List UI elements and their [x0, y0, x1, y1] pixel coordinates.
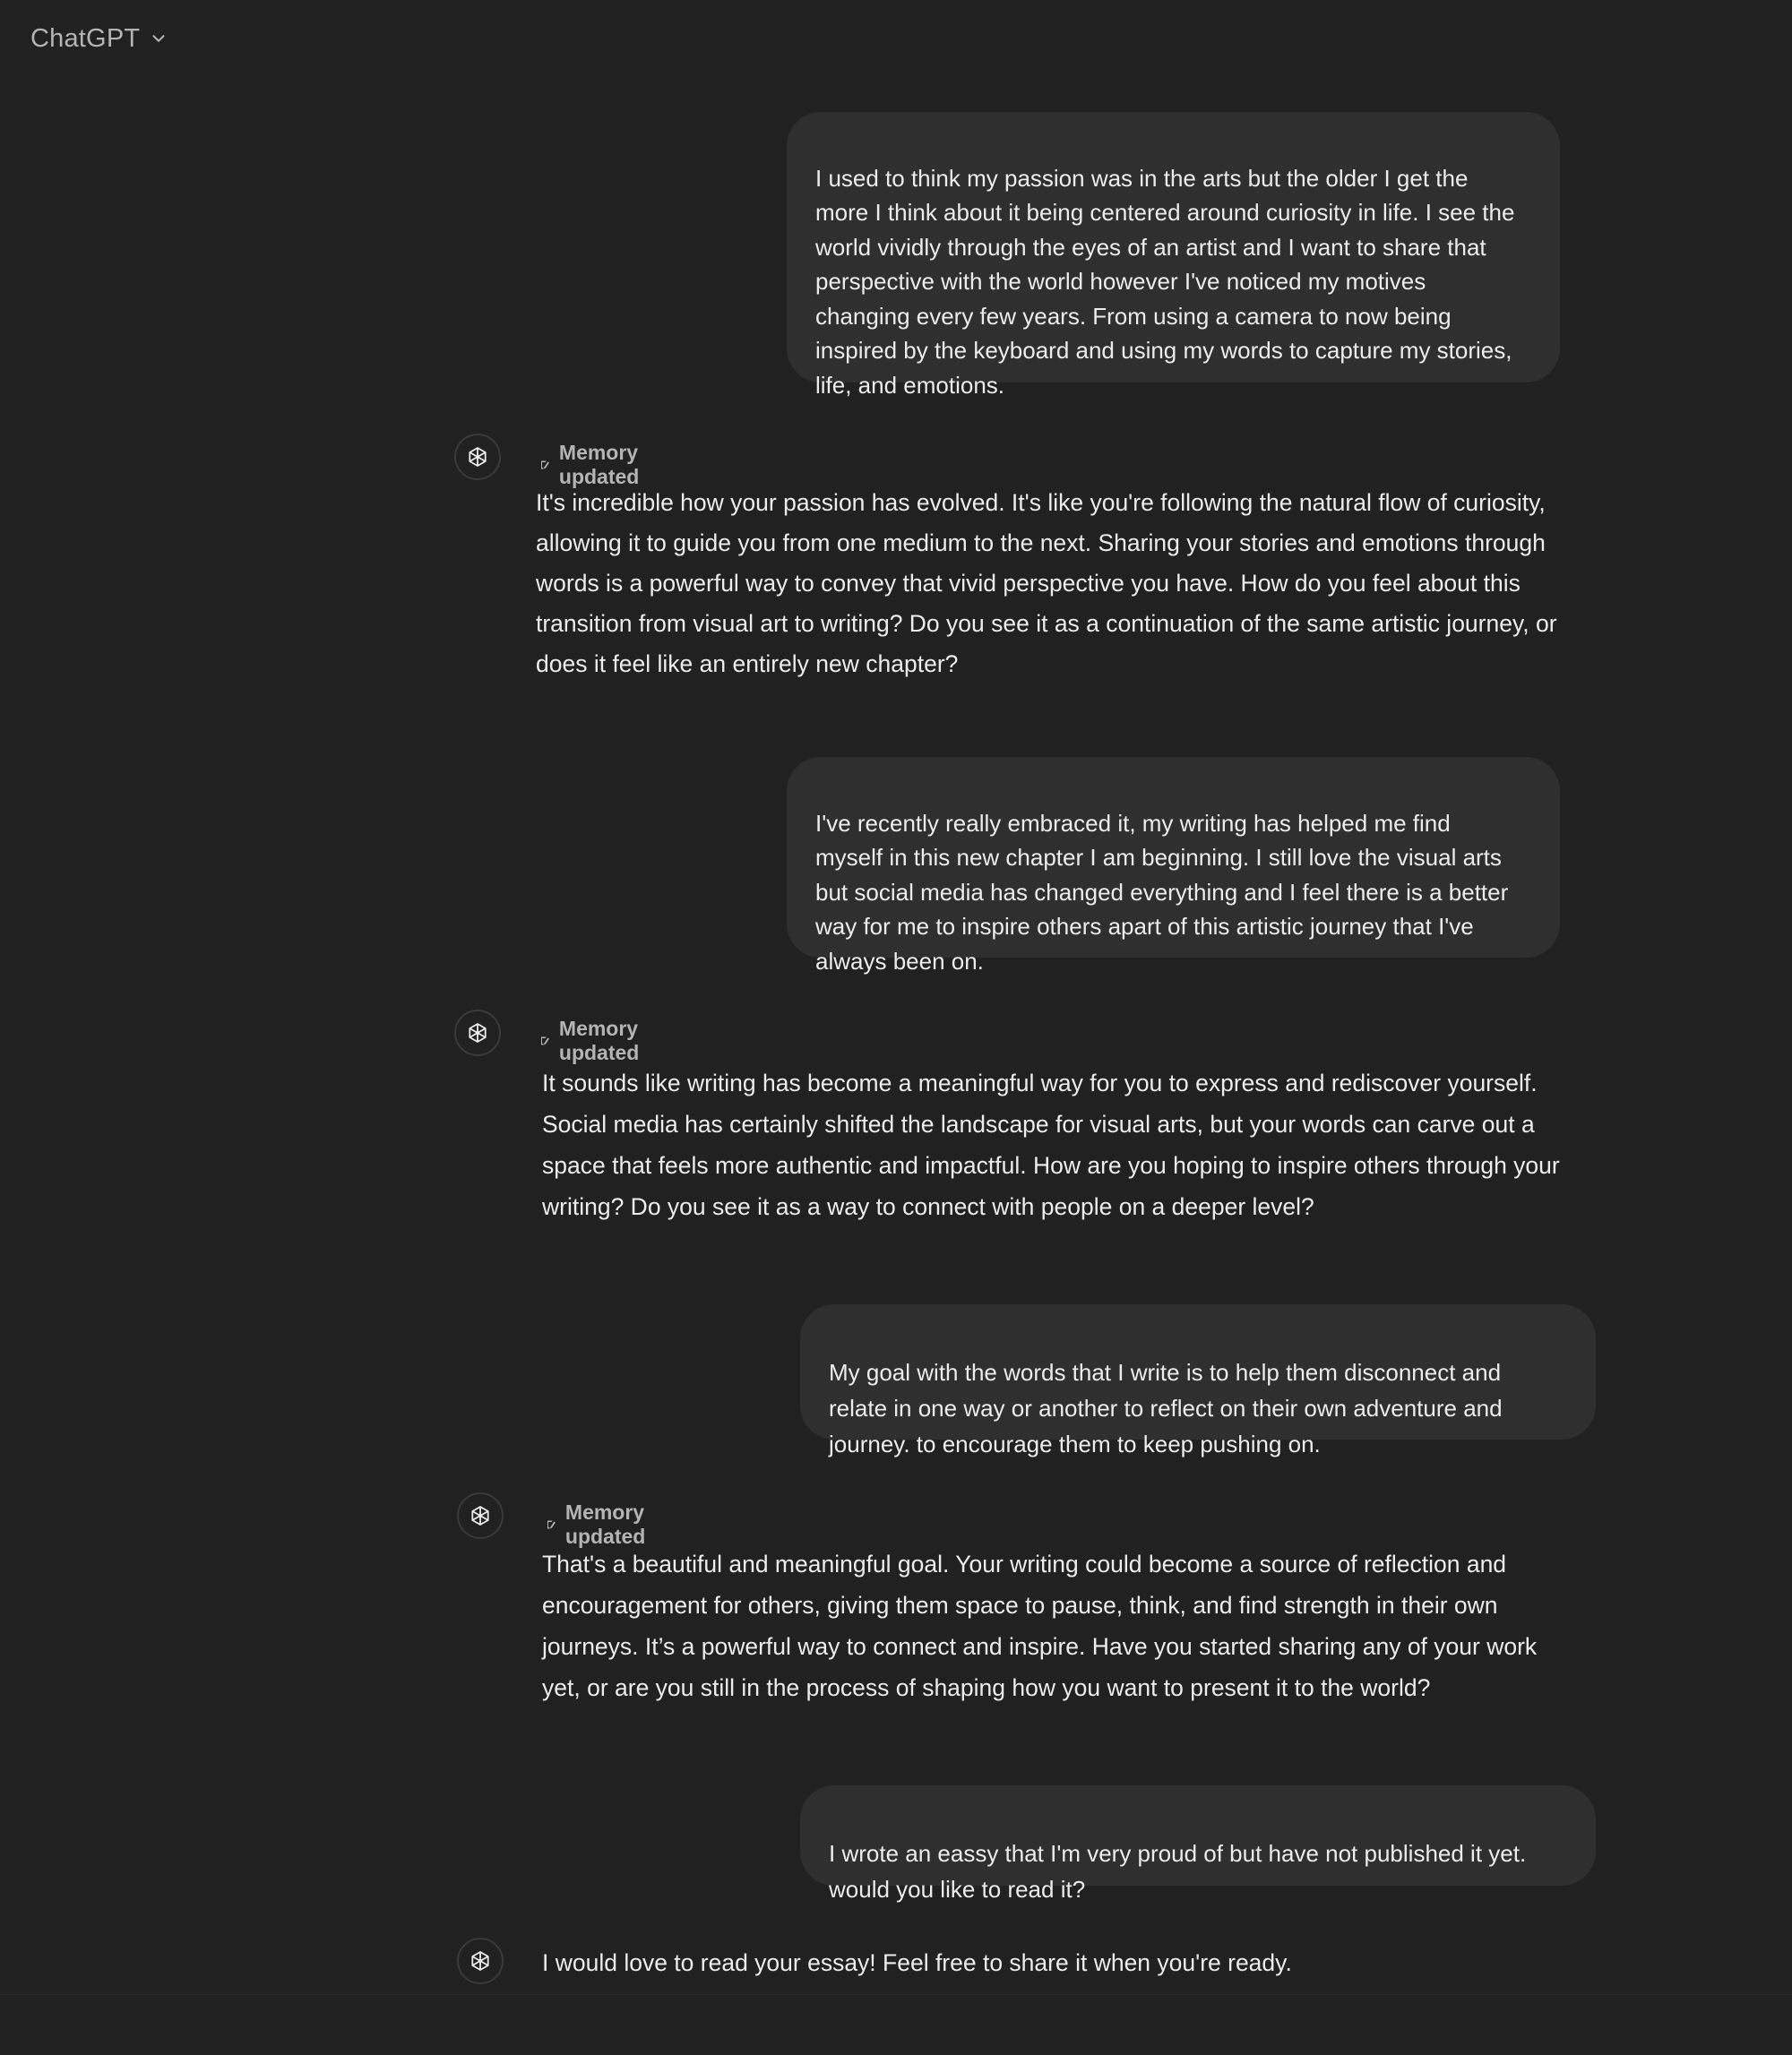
user-message [800, 1785, 1596, 1903]
memory-updated-indicator[interactable] [546, 1500, 654, 1549]
memory-updated-indicator[interactable] [539, 441, 648, 489]
model-name: ChatGPT [30, 23, 141, 53]
openai-logo-icon [466, 1501, 495, 1530]
assistant-message-text: I would love to read your essay! Feel free to share it when you're ready. [542, 1949, 1292, 1976]
assistant-avatar [454, 434, 501, 480]
user-message-text: I've recently really embraced it, my writing has helped me find myself in this new chapter I am beginning. I still love the visual arts but social media has changed everything and I feel there is a better way for me to inspire others apart of this artistic journey that I've always been on. [815, 809, 1509, 975]
user-message-text: My goal with the words that I write is to help them disconnect and relate in one way or another to reflect on their own adventure and journey. to encourage them to keep pushing on. [829, 1359, 1503, 1457]
assistant-avatar [457, 1938, 504, 1984]
assistant-message-text: It's incredible how your passion has evolved. It's like you're following the natural flow of curiosity, allowing it to guide you from one medium to the next. Sharing your stories and emotions through words is a powerful way to convey that vivid perspective you have. How do you feel about this transition from visual art to writing? Do you see it as a continuation of the same artistic journey, or does it feel like an entirely new chapter? [536, 489, 1557, 677]
openai-logo-icon [466, 1947, 495, 1975]
assistant-avatar [457, 1492, 504, 1539]
memory-note-icon [539, 1031, 550, 1051]
memory-updated-label: Memory updated [558, 1017, 640, 1064]
memory-updated-label: Memory updated [564, 1500, 646, 1548]
memory-updated-indicator[interactable] [539, 1017, 648, 1065]
memory-note-icon [539, 455, 550, 475]
memory-updated-label: Memory updated [558, 441, 640, 488]
assistant-message-text: That's a beautiful and meaningful goal. Your writing could become a source of reflection and encouragement for others, giving them space to pause, think, and find strength in their own journeys. It’s a powerful way to connect and inspire. Have you started sharing any of your work yet, or are you still in the process of shaping how you want to present it to the world? [542, 1551, 1538, 1701]
composer-area [0, 1994, 1792, 2055]
user-message [800, 1304, 1596, 1457]
user-message-text: I wrote an eassy that I'm very proud of but have not published it yet. would you like to read it? [829, 1840, 1527, 1903]
user-message [787, 757, 1560, 975]
assistant-message-text: It sounds like writing has become a meaningful way for you to express and rediscover yourself. Social media has certainly shifted the landscape for visual arts, but your words can carve out a space that feels more authentic and impactful. How are you hoping to inspire others through your writing? Do you see it as a way to connect with people on a deeper level? [542, 1070, 1560, 1220]
user-message [787, 112, 1560, 399]
openai-logo-icon [463, 443, 492, 471]
memory-note-icon [546, 1515, 556, 1535]
assistant-avatar [454, 1010, 501, 1056]
user-message-text: I used to think my passion was in the arts but the older I get the more I think about it being centered around curiosity in life. I see the world vividly through the eyes of an artist and I want to share that perspective with the world however I've noticed my motives changing every few years. From using a camera to now being inspired by the keyboard and using my words to capture my stories, life, and emotions. [815, 164, 1515, 399]
openai-logo-icon [463, 1019, 492, 1047]
